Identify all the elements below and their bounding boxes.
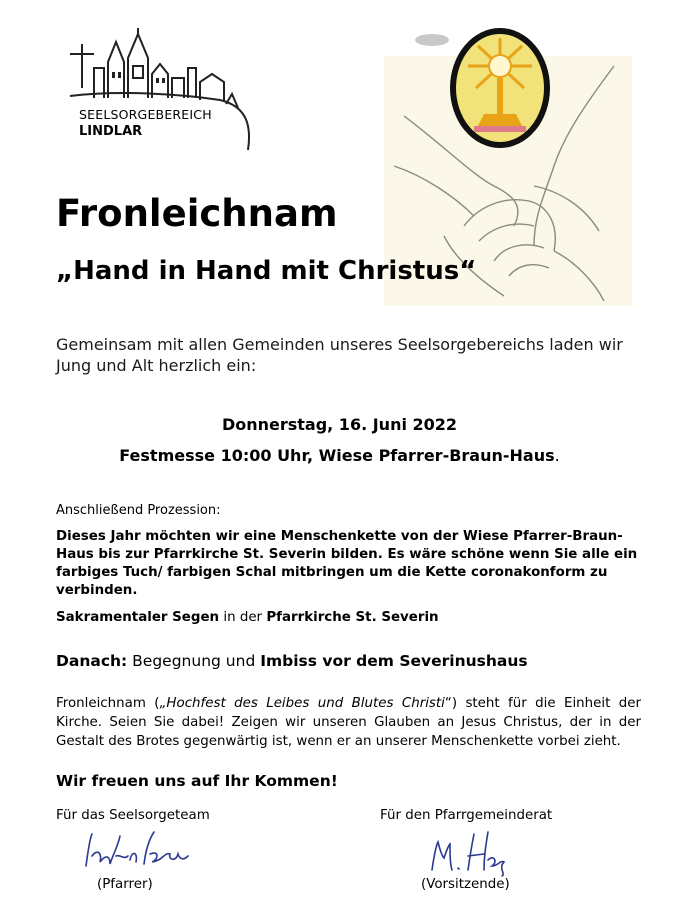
afterwards-bold1: Danach: [56,652,128,670]
blessing-line [56,610,439,625]
festmesse-end: . [554,446,560,465]
corpus-start: Fronleichnam ( [56,696,160,711]
corpus-italic: „Hochfest des Leibes und Blutes Christi [159,696,445,711]
signature-right-caption: Für den Pfarrgemeinderat [380,808,553,823]
logo-text-line2: LINDLAR [79,124,143,139]
corpus-christi-paragraph [56,694,641,751]
corpus-end: “) steht für die Einheit der Kirche. Seien Sie dabei! Zeigen wir unseren Glauben an Jesus Christus, der in der Gestalt des Brotes gegenwärtig ist, wenn er an unserer Menschenkette vorbei zieht. [56,696,641,749]
blessing-mid: in der [219,610,267,625]
pastor-signature-icon [80,826,200,872]
signature-right-role: (Vorsitzende) [421,877,510,892]
afterwards-bold2: Imbiss vor dem Severinushaus [260,652,528,670]
festmesse-line [0,446,679,465]
blessing-bold1: Sakramentaler Segen [56,610,220,625]
intro-paragraph: Gemeinsam mit allen Gemeinden unseres Seelsorgebereichs laden wir Jung und Alt herzlich ein: [56,335,623,375]
afterwards-mid: Begegnung und [127,652,261,670]
afterwards-line [56,652,528,670]
human-chain-paragraph: Dieses Jahr möchten wir eine Menschenkette von der Wiese Pfarrer-Braun-Haus bis zur Pfarrkirche St. Severin bilden. Es wäre schöne wenn Sie alle ein farbiges Tuch/ farbigen Schal mitbringen um die Kette coronakonform zu verbinden. [56,529,638,598]
event-date: Donnerstag, 16. Juni 2022 [221,415,458,434]
signature-left-role: (Pfarrer) [97,877,153,892]
signature-left-caption: Für das Seelsorgeteam [56,808,210,823]
procession-label: Anschließend Prozession: [56,503,221,518]
blessing-bold2: Pfarrkirche St. Severin [266,610,439,625]
festmesse-bold: Festmesse 10:00 Uhr, Wiese Pfarrer-Braun-Haus [119,446,555,465]
closing-line: Wir freuen uns auf Ihr Kommen! [56,772,338,790]
logo-text-line1: SEELSORGEBEREICH [79,107,212,122]
page-title: Fronleichnam [56,192,338,235]
page-subtitle: „Hand in Hand mit Christus“ [56,256,477,286]
council-chair-signature-icon [428,826,518,878]
